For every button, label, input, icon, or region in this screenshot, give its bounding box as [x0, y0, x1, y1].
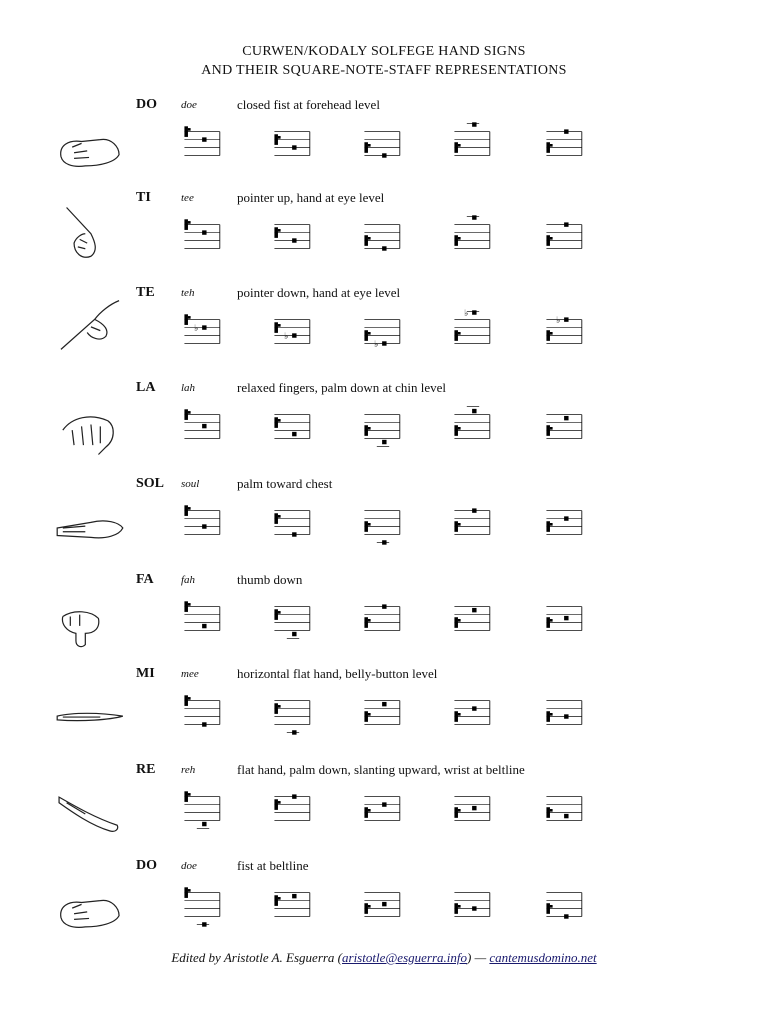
pointer-down-hand-icon: [52, 295, 128, 355]
square-note-staff: [360, 214, 406, 260]
square-note-staff: [270, 690, 316, 736]
square-note-staff: [270, 786, 316, 832]
square-note-staff: [450, 121, 496, 167]
square-note-staff: [450, 786, 496, 832]
hand-description: horizontal flat hand, belly-button level: [237, 666, 438, 681]
square-note-staff: [270, 500, 316, 546]
pronunciation: fah: [181, 574, 196, 586]
square-note-staff: [450, 214, 496, 260]
square-note-staff: [180, 786, 226, 832]
square-note-staff: [180, 500, 226, 546]
square-note-staff: [360, 882, 406, 928]
hand-description: relaxed fingers, palm down at chin level: [237, 380, 447, 395]
sign-row: [0, 856, 768, 951]
title-line-2: AND THEIR SQUARE-NOTE-STAFF REPRESENTATIONS: [201, 63, 567, 78]
square-note-staff: [360, 596, 406, 642]
svg-text:♭: ♭: [284, 332, 289, 343]
pronunciation: doe: [181, 860, 197, 872]
title-line-1: CURWEN/KODALY SOLFEGE HAND SIGNS: [242, 44, 526, 59]
square-note-staff: [270, 121, 316, 167]
square-note-staff: [270, 404, 316, 450]
pronunciation: mee: [181, 668, 199, 680]
square-note-staff: [542, 121, 588, 167]
square-note-staff: [450, 882, 496, 928]
syllable-label: RE: [136, 762, 156, 777]
sign-row: [0, 378, 768, 473]
square-note-staff: [180, 404, 226, 450]
syllable-label: TE: [136, 285, 155, 300]
square-note-staff: [542, 214, 588, 260]
sign-row: [0, 760, 768, 855]
square-note-staff: [542, 404, 588, 450]
svg-text:♭: ♭: [464, 309, 469, 320]
hand-description: thumb down: [237, 572, 303, 587]
footer-credit: [0, 950, 768, 966]
footer-middle: ) —: [467, 950, 490, 965]
square-note-staff: [450, 500, 496, 546]
svg-text:♭: ♭: [556, 316, 561, 327]
fist-hand-icon: [52, 119, 128, 179]
square-note-staff: [360, 786, 406, 832]
sign-row: [0, 283, 768, 378]
square-note-staff: [180, 121, 226, 167]
square-note-staff: [180, 309, 226, 355]
pronunciation: soul: [181, 478, 200, 490]
sign-row: [0, 664, 768, 759]
syllable-label: FA: [136, 572, 154, 587]
syllable-label: DO: [136, 97, 157, 112]
fist-low-hand-icon: [52, 880, 128, 940]
pronunciation: reh: [181, 764, 196, 776]
square-note-staff: [360, 690, 406, 736]
hand-description: closed fist at forehead level: [237, 97, 380, 112]
square-note-staff: [360, 309, 406, 355]
sign-row: [0, 570, 768, 665]
square-note-staff: [450, 690, 496, 736]
square-note-staff: [360, 404, 406, 450]
flat-hand-icon: [52, 688, 128, 748]
svg-text:♭: ♭: [374, 340, 379, 351]
square-note-staff: [180, 690, 226, 736]
sign-row: [0, 188, 768, 283]
hand-description: palm toward chest: [237, 476, 333, 491]
square-note-staff: [180, 214, 226, 260]
square-note-staff: [542, 309, 588, 355]
pronunciation: tee: [181, 192, 194, 204]
syllable-label: MI: [136, 666, 155, 681]
square-note-staff: [360, 121, 406, 167]
pronunciation: lah: [181, 382, 196, 394]
hand-description: flat hand, palm down, slanting upward, wrist at beltline: [237, 762, 525, 777]
pronunciation: teh: [181, 287, 195, 299]
square-note-staff: [450, 404, 496, 450]
hand-description: pointer down, hand at eye level: [237, 285, 401, 300]
square-note-staff: [542, 500, 588, 546]
square-note-staff: [542, 596, 588, 642]
square-note-staff: [360, 500, 406, 546]
syllable-label: DO: [136, 858, 157, 873]
slanted-hand-icon: [52, 784, 128, 844]
square-note-staff: [270, 214, 316, 260]
square-note-staff: [180, 596, 226, 642]
square-note-staff: [270, 596, 316, 642]
square-note-staff: [542, 786, 588, 832]
square-note-staff: [450, 309, 496, 355]
palm-chest-hand-icon: [52, 498, 128, 558]
relaxed-hand-icon: [52, 402, 128, 462]
site-link[interactable]: cantemusdomino.net: [489, 950, 597, 965]
hand-description: pointer up, hand at eye level: [237, 190, 385, 205]
square-note-staff: [180, 882, 226, 928]
square-note-staff: [542, 690, 588, 736]
sign-row: [0, 474, 768, 569]
email-link[interactable]: aristotle@esguerra.info: [342, 950, 468, 965]
thumb-down-hand-icon: [52, 594, 128, 654]
syllable-label: LA: [136, 380, 156, 395]
square-note-staff: [450, 596, 496, 642]
pronunciation: doe: [181, 99, 197, 111]
pointer-up-hand-icon: [52, 200, 128, 260]
footer-prefix: Edited by Aristotle A. Esguerra (: [171, 950, 343, 965]
hand-description: fist at beltline: [237, 858, 309, 873]
sign-row: [0, 95, 768, 190]
syllable-label: TI: [136, 190, 151, 205]
syllable-label: SOL: [136, 476, 165, 491]
svg-text:♭: ♭: [194, 324, 199, 335]
square-note-staff: [542, 882, 588, 928]
square-note-staff: [270, 882, 316, 928]
square-note-staff: [270, 309, 316, 355]
